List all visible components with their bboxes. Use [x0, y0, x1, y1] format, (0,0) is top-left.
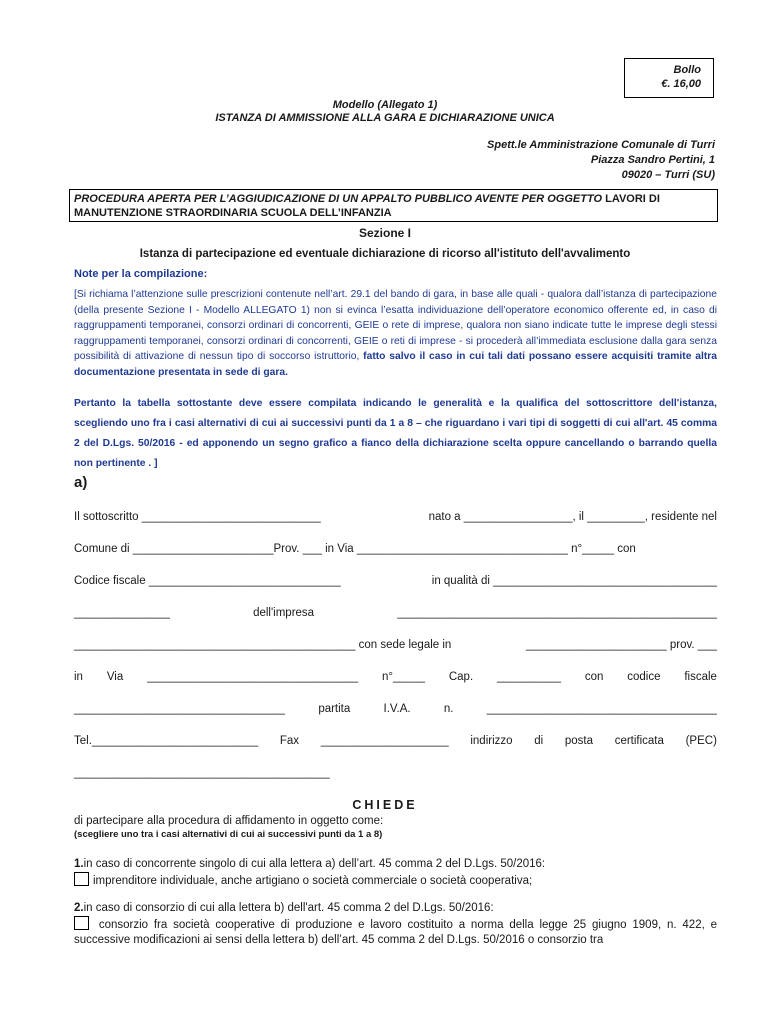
form-row-5 [74, 639, 717, 651]
iva-label: I.V.A. [383, 703, 411, 715]
nascita-field[interactable]: nato a _________________, il _________, residente nel [428, 511, 717, 523]
fax-label: Fax [279, 735, 300, 747]
impresa-label: dell'impresa [253, 607, 315, 619]
option-1 [74, 857, 717, 889]
istanza-title: ISTANZA DI AMMISSIONE ALLA GARA E DICHIARAZIONE UNICA [215, 112, 555, 124]
pec-field[interactable]: ________________________________________ [74, 767, 330, 779]
via-label: Via [106, 671, 124, 683]
via-field[interactable]: _________________________________ [147, 671, 359, 683]
bollo-box [624, 58, 714, 98]
note-title: Note per la compilazione: [74, 268, 208, 280]
option-1-text: imprenditore individuale, anche artigiano o società commerciale o società cooperativa; [93, 875, 533, 887]
form-row-9 [74, 767, 717, 779]
sottoscritto-field[interactable]: Il sottoscritto ____________________________ [74, 511, 321, 523]
chiede-title: CHIEDE [352, 798, 418, 812]
recipient-line-1: Spett.le Amministrazione Comunale di Turri [487, 139, 715, 151]
form-row-7 [74, 703, 717, 715]
option-2-head: in caso di consorzio di cui alla lettera b) dell'art. 45 comma 2 del D.Lgs. 50/2016: [83, 902, 494, 914]
certificata-label: certificata [614, 735, 664, 747]
chiede-text: di partecipare alla procedura di affidamento in oggetto come: [74, 815, 384, 827]
option-2-number: 2. [74, 902, 84, 914]
fiscale-label: fiscale [684, 671, 717, 683]
notes-bold-text: fatto salvo il caso in cui tali dati possano essere acquisiti tramite altra documentazione presentata in sede di gara. [74, 351, 717, 378]
blank-field[interactable]: _______________ [74, 607, 170, 619]
chiede-subtitle [74, 815, 383, 841]
cap-field[interactable]: __________ [497, 671, 561, 683]
recipient-line-2: Piazza Sandro Pertini, 1 [590, 154, 715, 166]
option-1-head: in caso di concorrente singolo di cui alla lettera a) dell’art. 45 comma 2 del D.Lgs. 50/2016: [83, 858, 546, 870]
posta-label: posta [564, 735, 593, 747]
option-2 [74, 901, 717, 948]
form-row-4 [74, 607, 717, 619]
codice-fiscale-field[interactable]: Codice fiscale ______________________________ [74, 575, 341, 587]
form-row-8 [74, 735, 717, 747]
recipient-address [487, 138, 715, 183]
procedura-oggetto: LAVORI DI MANUTENZIONE STRAORDINARIA SCUOLA DELL’INFANZIA [74, 193, 660, 219]
partita-iva-field[interactable]: ____________________________________ [486, 703, 717, 715]
sede-legale-field[interactable]: ____________________________________________ con sede legale in [74, 639, 452, 651]
cap-label: Cap. [448, 671, 474, 683]
bollo-label: Bollo [673, 64, 701, 76]
option-1-checkbox[interactable] [74, 872, 89, 886]
impresa-field[interactable]: __________________________________________________ [397, 607, 717, 619]
option-1-number: 1. [74, 858, 84, 870]
istanza-partecipazione-title: Istanza di partecipazione ed eventuale dichiarazione di ricorso all'istituto dell'avvalimento [139, 248, 631, 260]
qualita-field[interactable]: in qualità di ___________________________________ [431, 575, 717, 587]
prov-field[interactable]: ______________________ prov. ___ [526, 639, 717, 651]
comune-field[interactable]: Comune di ______________________Prov. ___ in Via _________________________________ n°_____ con [74, 543, 636, 555]
partita-label: partita [318, 703, 351, 715]
notes-paragraph-2: Pertanto la tabella sottostante deve essere compilata indicando le generalità e la qualifica del sottoscrittore dell'istanza, scegliendo uno fra i casi alternativi di cui ai successivi punti da 1 a 8 – che riguardano i vari tipi di soggetti di cui all'art. 45 comma 2 del D.Lgs. 50/2016 - ed apponendo un segno grafico a fianco della dichiarazione scelta oppure cancellando o barrando quella non pertinente . ] [74, 398, 717, 469]
numero-field[interactable]: n°_____ [382, 671, 425, 683]
fax-field[interactable]: ____________________ [320, 735, 449, 747]
sezione-title: Sezione I [358, 226, 411, 240]
pec-label: (PEC) [685, 735, 717, 747]
section-a-label: a) [74, 474, 88, 491]
notes-text: [Si richiama l’attenzione sulle prescrizioni contenute nell’art. 29.1 del bando di gara, in base alle quali - qualora dall’istanza di partecipazione (della presente Sezione I - Modello ALLEGATO 1) non si evinca l’esatta individuazione dell’operatore economico offerente ed, in caso di raggruppamenti temporanei, consorzi ordinari di concorrenti, GEIE o rete di imprese, qualora non siano indicate tutte le imprese degli stessi raggruppamenti temporanei, consorzi ordinari di concorrenti, GEIE o reti di imprese - si procederà all’immediata esclusione dalla gara senza possibilità di attivazione di nessun tipo di soccorso istruttorio, [74, 289, 717, 362]
in-label: in [74, 671, 83, 683]
option-2-checkbox[interactable] [74, 916, 89, 930]
tel-field[interactable]: Tel.__________________________ [74, 735, 259, 747]
bollo-amount: €. 16,00 [661, 78, 701, 90]
di-label: di [534, 735, 544, 747]
con-label: con [584, 671, 604, 683]
cf-impresa-field[interactable]: _________________________________ [74, 703, 286, 715]
recipient-line-3: 09020 – Turri (SU) [621, 169, 715, 181]
codice-label: codice [627, 671, 661, 683]
procedura-box [69, 189, 718, 222]
form-row-6 [74, 671, 717, 683]
form-row-2 [74, 543, 717, 555]
notes-paragraph-1 [74, 287, 717, 380]
modello-title: Modello (Allegato 1) [332, 99, 438, 111]
procedura-italic: PROCEDURA APERTA PER L’AGGIUDICAZIONE DI UN APPALTO PUBBLICO AVENTE PER OGGETTO [74, 193, 603, 205]
form-row-3 [74, 575, 717, 587]
indirizzo-label: indirizzo [470, 735, 513, 747]
chiede-note: (scegliere uno tra i casi alternativi di cui ai successivi punti da 1 a 8) [74, 829, 383, 840]
form-row-1 [74, 511, 717, 523]
option-2-text: consorzio fra società cooperative di produzione e lavoro costituito a norma della legge 25 giugno 1909, n. 422, e successive modificazioni ai sensi della lettera b) dell’art. 45 comma 2 del D.Lgs. 50/2016 o consorzio tra [74, 919, 717, 946]
n-label: n. [443, 703, 454, 715]
